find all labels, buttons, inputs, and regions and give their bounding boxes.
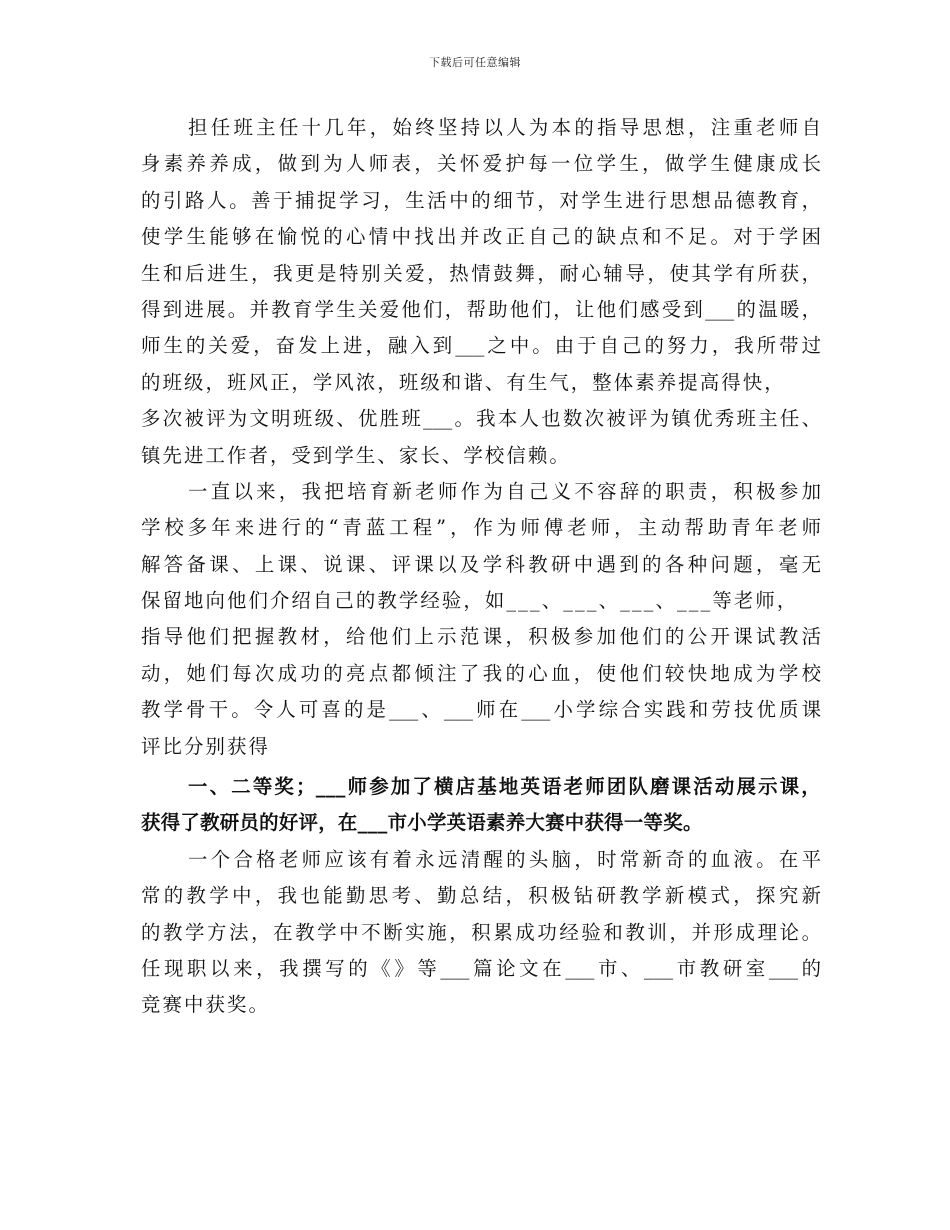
paragraph-line-bold: 一、二等奖；___师参加了横店基地英语老师团队磨课活动展示课， — [188, 775, 821, 799]
paragraph-mentoring — [141, 474, 821, 765]
paragraph-line: 使学生能够在愉悦的心情中找出并改正自己的缺点和不足。对于学困 — [141, 225, 821, 249]
paragraph-line: 镇先进工作者，受到学生、家长、学校信赖。 — [141, 443, 571, 467]
page-header: 下载后可任意编辑 — [429, 56, 521, 69]
paragraph-class-teacher — [141, 110, 821, 474]
paragraph-line-bold: 获得了教研员的好评，在___市小学英语素养大赛中获得一等奖。 — [141, 811, 703, 835]
paragraph-line: 一个合格老师应该有着永远清醒的头脑，时常新奇的血液。在平 — [188, 847, 821, 871]
paragraph-line: 解答备课、上课、说课、评课以及学科教研中遇到的各种问题，毫无 — [141, 552, 821, 576]
paragraph-line: 竞赛中获奖。 — [141, 993, 270, 1017]
paragraph-line: 学校多年来进行的“青蓝工程”，作为师傅老师，主动帮助青年老师 — [141, 516, 821, 540]
paragraph-line: 师生的关爱，奋发上进，融入到___之中。由于自己的努力，我所带过 — [141, 334, 821, 358]
paragraph-line: 常的教学中，我也能勤思考、勤总结，积极钻研教学新模式，探究新 — [141, 884, 821, 908]
paragraph-line: 生和后进生，我更是特别关爱，热情鼓舞，耐心辅导，使其学有所获， — [141, 261, 821, 285]
paragraph-line: 一直以来，我把培育新老师作为自己义不容辞的职责，积极参加 — [188, 479, 821, 503]
paragraph-line: 指导他们把握教材，给他们上示范课，积极参加他们的公开课试教活 — [141, 625, 821, 649]
paragraph-line: 得到进展。并教育学生关爱他们，帮助他们，让他们感受到___的温暖， — [141, 297, 821, 321]
paragraph-line: 的引路人。善于捕捉学习，生活中的细节，对学生进行思想品德教育， — [141, 188, 821, 212]
paragraph-line: 的班级，班风正，学风浓，班级和谐、有生气，整体素养提高得快， — [141, 370, 786, 394]
paragraph-line: 评比分别获得 — [141, 734, 270, 758]
paragraph-line: 动，她们每次成功的亮点都倾注了我的心血，使他们较快地成为学校 — [141, 661, 821, 685]
paragraph-line: 多次被评为文明班级、优胜班___。我本人也数次被评为镇优秀班主任、 — [141, 407, 821, 431]
paragraph-line: 教学骨干。令人可喜的是___、___师在___小学综合实践和劳技优质课 — [141, 698, 821, 722]
paragraph-line: 保留地向他们介绍自己的教学经验，如___、___、___、___等老师， — [141, 589, 799, 613]
paragraph-line: 的教学方法，在教学中不断实施，积累成功经验和教训，并形成理论。 — [141, 920, 821, 944]
paragraph-line: 身素养养成，做到为人师表，关怀爱护每一位学生，做学生健康成长 — [141, 152, 821, 176]
paragraph-awards-bold — [141, 769, 821, 842]
paragraph-line: 任现职以来，我撰写的《》等___篇论文在___市、___市教研室___的 — [141, 956, 821, 980]
paragraph-research — [141, 842, 821, 1024]
document-body — [141, 110, 821, 1024]
paragraph-line: 担任班主任十几年，始终坚持以人为本的指导思想，注重老师自 — [188, 116, 821, 139]
